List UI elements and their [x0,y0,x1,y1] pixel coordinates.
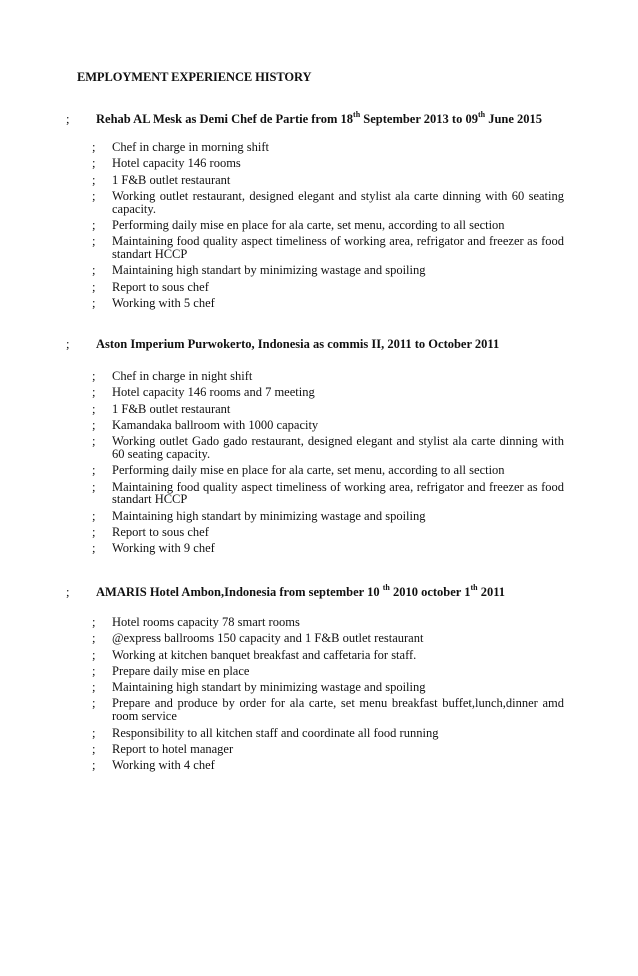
duty-bullet: ; [92,479,96,494]
duty-text: Chef in charge in night shift [112,369,253,383]
duty-bullet: ; [92,417,96,432]
duty-item [92,681,564,694]
duty-text: Report to sous chef [112,279,209,294]
job-duties-list [92,141,564,313]
duty-item [92,526,564,539]
duty-text: Maintaining high standart by minimizing wastage and spoiling [112,263,426,278]
duty-text: Performing daily mise en place for ala carte, set menu, according to all section [112,463,505,478]
duty-bullet: ; [92,631,96,646]
duty-text: Prepare daily mise en place [112,663,250,678]
duty-text: Working with 9 chef [112,541,215,556]
duty-bullet: ; [92,385,96,400]
job-title: Rehab AL Mesk as Demi Chef de Partie from 18th September 2013 to 09th June 2015 [96,110,543,126]
duty-text: Working outlet Gado gado restaurant, designed elegant and stylist ala carte dinning with 60 seating capacity. [112,434,564,461]
duty-text: @express ballrooms 150 capacity and 1 F&B outlet restaurant [112,631,424,646]
job-bullet: ; [66,112,70,126]
duty-item [92,727,564,740]
duty-bullet: ; [92,263,96,278]
duty-text: Working outlet restaurant, designed elegant and stylist ala carte dinning with 60 seating capacity. [112,188,564,216]
duty-bullet: ; [92,217,96,232]
duty-bullet: ; [92,279,96,294]
job-duties-list [92,616,564,775]
duty-text: Kamandaka ballroom with 1000 capacity [112,417,319,432]
duty-item [92,464,564,477]
duty-bullet: ; [92,434,96,449]
duty-item [92,632,564,645]
duty-bullet: ; [92,295,96,310]
duty-bullet: ; [92,758,96,773]
duty-item [92,264,564,277]
duty-bullet: ; [92,615,96,629]
duty-text: Chef in charge in morning shift [112,140,270,154]
duty-bullet: ; [92,524,96,539]
duty-item [92,697,564,723]
duty-item [92,542,564,555]
duty-bullet: ; [92,463,96,478]
job-duties-list [92,370,564,559]
duty-bullet: ; [92,188,96,203]
duty-item [92,386,564,399]
duty-item [92,281,564,294]
duty-item [92,235,564,261]
job-title: Aston Imperium Purwokerto, Indonesia as commis II, 2011 to October 2011 [96,337,500,351]
duty-text: 1 F&B outlet restaurant [112,401,231,416]
duty-text: Prepare and produce by order for ala carte, set menu breakfast buffet,lunch,dinner amd room service [112,696,564,724]
duty-text: Hotel capacity 146 rooms [112,156,241,171]
duty-item [92,665,564,678]
duty-item [92,297,564,310]
duty-bullet: ; [92,172,96,187]
duty-item [92,481,564,507]
job-title: AMARIS Hotel Ambon,Indonesia from september 10 $^{th}$ 2010 october 1th 2011 [96,583,506,599]
duty-text: Working with 4 chef [112,758,215,773]
job-bullet: ; [66,585,70,599]
duty-item [92,649,564,662]
duty-item [92,510,564,523]
duty-text: Performing daily mise en place for ala carte, set menu, according to all section [112,217,505,232]
duty-bullet: ; [92,541,96,556]
duty-text: Working with 5 chef [112,295,215,310]
duty-bullet: ; [92,234,96,249]
duty-bullet: ; [92,140,96,154]
duty-item [92,219,564,232]
duty-item [92,435,564,461]
duty-bullet: ; [92,696,96,711]
duty-bullet: ; [92,680,96,695]
duty-text: Maintaining food quality aspect timeliness of working area, refrigator and freezer as food standart HCCP [112,234,564,262]
duty-item [92,190,564,216]
duty-item [92,743,564,756]
duty-bullet: ; [92,401,96,416]
duty-bullet: ; [92,725,96,740]
duty-item [92,419,564,432]
duty-item [92,141,564,154]
job-bullet: ; [66,337,70,351]
duty-bullet: ; [92,663,96,678]
duty-item [92,403,564,416]
duty-text: Responsibility to all kitchen staff and coordinate all food running [112,725,439,740]
duty-item [92,616,564,629]
duty-item [92,759,564,772]
duty-item [92,157,564,170]
duty-text: Working at kitchen banquet breakfast and caffetaria for staff. [112,647,417,662]
duty-text: Hotel rooms capacity 78 smart rooms [112,615,300,629]
duty-bullet: ; [92,508,96,523]
duty-bullet: ; [92,647,96,662]
duty-bullet: ; [92,741,96,756]
duty-text: Report to sous chef [112,524,209,539]
duty-text: 1 F&B outlet restaurant [112,172,231,187]
duty-bullet: ; [92,369,96,383]
duty-item [92,174,564,187]
duty-text: Hotel capacity 146 rooms and 7 meeting [112,385,315,400]
section-heading: EMPLOYMENT EXPERIENCE HISTORY [77,70,312,84]
duty-text: Maintaining food quality aspect timeliness of working area, refrigator and freezer as food standart HCCP [112,479,564,507]
duty-text: Maintaining high standart by minimizing wastage and spoiling [112,508,426,523]
duty-bullet: ; [92,156,96,171]
duty-item [92,370,564,383]
duty-text: Maintaining high standart by minimizing wastage and spoiling [112,680,426,695]
duty-text: Report to hotel manager [112,741,234,756]
